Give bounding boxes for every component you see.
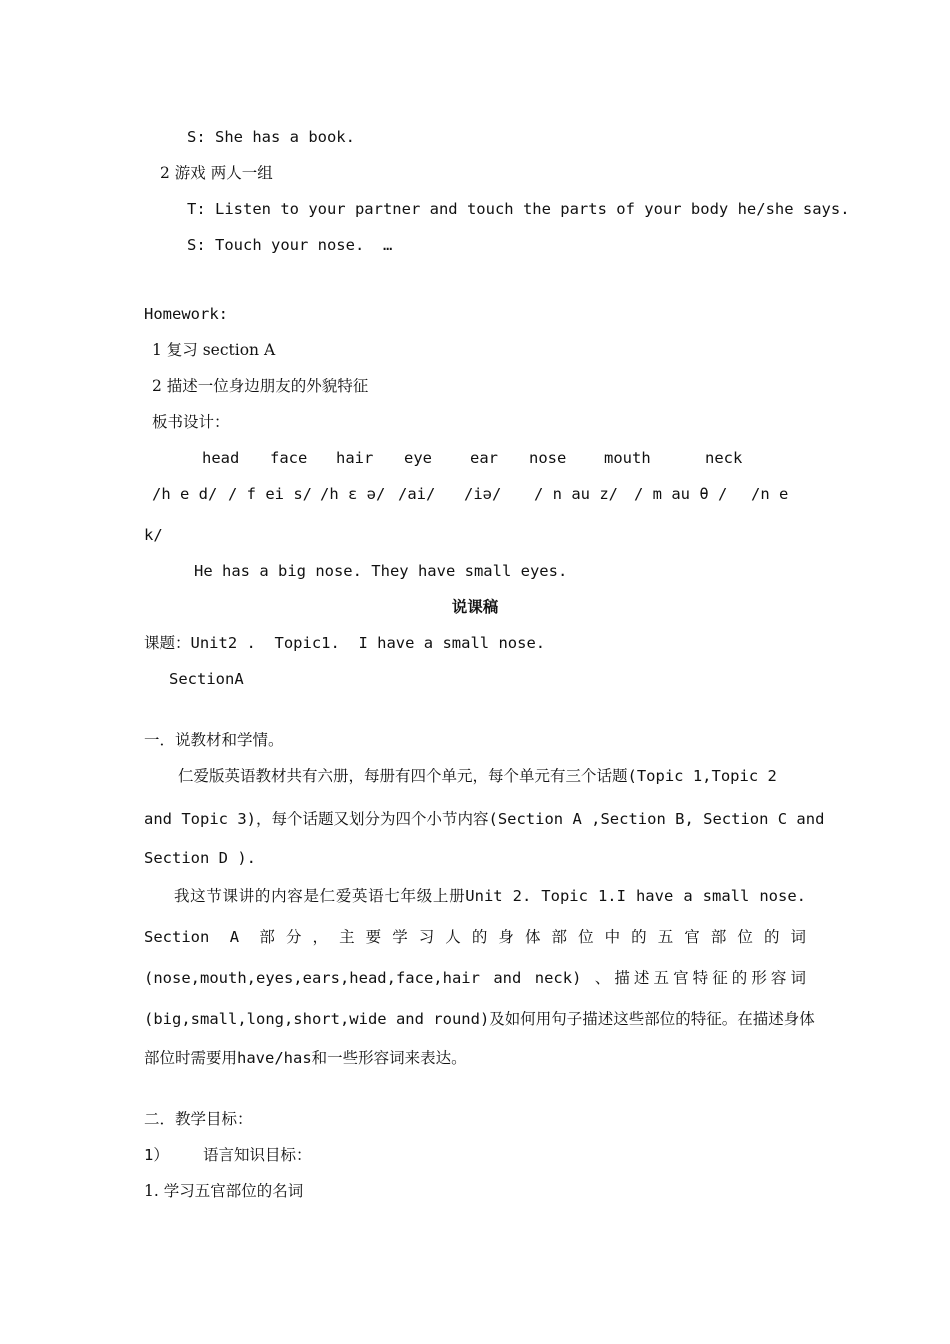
board-phonetic: /h e d/: [152, 485, 218, 503]
board-word: nose: [529, 449, 567, 467]
board-phonetic: / n au z/: [534, 485, 618, 503]
paragraph1-line: 仁爱版英语教材共有六册，每册有四个单元，每个单元有三个话题(Topic 1,Topic 2: [178, 767, 777, 785]
board-phonetic-wrap: k/: [144, 526, 163, 544]
dialogue-student-line-2: S: Touch your nose. …: [187, 236, 393, 254]
board-word: neck: [705, 449, 743, 467]
part2-title: 二．教学目标：: [144, 1110, 253, 1128]
board-word: head: [202, 449, 240, 467]
lecture-section: SectionA: [169, 670, 244, 688]
dialogue-student-line: S: She has a book.: [187, 128, 355, 146]
homework-item-2: 2 描述一位身边朋友的外貌特征: [152, 377, 369, 395]
goal-title: 语言知识目标：: [203, 1146, 312, 1164]
board-phonetic: / m au θ /: [634, 485, 728, 503]
board-sentence: He has a big nose. They have small eyes.: [194, 562, 568, 580]
board-word: eye: [404, 449, 432, 467]
paragraph1-line: and Topic 3)，每个话题又划分为四个小节内容(Section A ,Section B, Section C and: [144, 810, 825, 828]
dialogue-teacher-line: T: Listen to your partner and touch the parts of your body he/she says.: [187, 200, 850, 218]
board-design-title: 板书设计：: [152, 413, 230, 431]
lecture-heading: 说课稿: [451, 597, 499, 616]
paragraph2-line: 部位时需要用have/has和一些形容词来表达。: [144, 1049, 467, 1067]
paragraph2-line: Section A 部分，主要学习人的身体部位中的五官部位的词: [144, 928, 806, 946]
goal-item: 1. 学习五官部位的名词: [144, 1182, 304, 1200]
board-word: ear: [470, 449, 498, 467]
lecture-topic: 课题：Unit2 . Topic1. I have a small nose.: [144, 634, 546, 652]
homework-title: Homework:: [144, 305, 228, 323]
board-phonetic: /h ɛ ə/: [320, 485, 386, 503]
paragraph2-line: (big,small,long,short,wide and round)及如何用句子描述这些部位的特征。在描述身体: [144, 1010, 815, 1028]
paragraph2-line: 我这节课讲的内容是仁爱英语七年级上册Unit 2. Topic 1.I have a small nose.: [174, 887, 806, 905]
game-title: 2 游戏 两人一组: [160, 164, 273, 182]
goal-number: 1）: [144, 1146, 169, 1164]
board-phonetic: / f ei s/: [228, 485, 312, 503]
paragraph1-line: Section D ).: [144, 849, 256, 867]
board-phonetic: /ai/: [398, 485, 436, 503]
board-phonetic: /iə/: [464, 485, 502, 503]
paragraph2-line: (nose,mouth,eyes,ears,head,face,hair and neck) 、描述五官特征的形容词: [144, 969, 806, 987]
part1-title: 一．说教材和学情。: [144, 731, 284, 749]
homework-item-1: 1 复习 section A: [152, 341, 276, 359]
board-word: mouth: [604, 449, 651, 467]
board-word: hair: [336, 449, 374, 467]
board-word: face: [270, 449, 308, 467]
board-phonetic: /n e: [751, 485, 789, 503]
